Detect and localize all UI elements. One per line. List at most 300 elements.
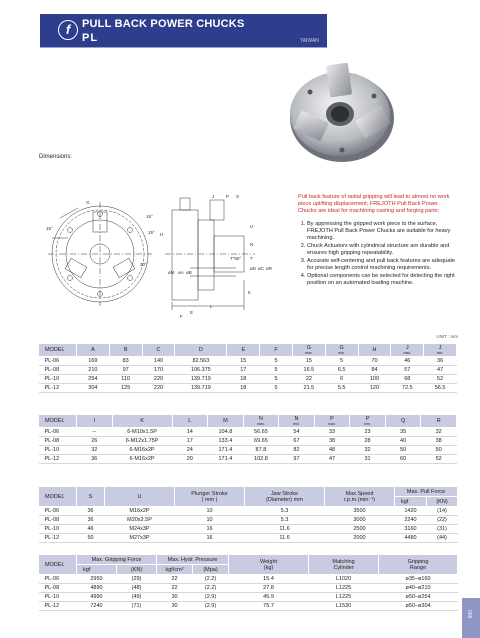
table-cell: 5: [260, 357, 293, 366]
header-text: Weight: [260, 558, 278, 565]
table-cell: 52: [421, 455, 457, 464]
table-cell: 5.3: [245, 507, 325, 516]
table-cell: 69.65: [243, 437, 279, 446]
table-cell: M27x3P: [105, 534, 175, 543]
model-cell: PL-06: [39, 357, 77, 366]
col-kgf: kgf: [395, 497, 427, 507]
table-cell: 54: [279, 428, 315, 437]
table-cell: 125: [109, 384, 142, 393]
table-cell: 56.65: [243, 428, 279, 437]
table-cell: 30: [157, 602, 193, 611]
table-cell: 102.8: [243, 455, 279, 464]
table-cell: 48: [314, 446, 350, 455]
table-cell: 17: [172, 437, 208, 446]
table-cell: (14): [427, 507, 458, 516]
table-cell: 210: [77, 366, 110, 375]
table-row: [39, 455, 457, 464]
table-cell: (44): [427, 534, 458, 543]
drawing-label: J: [212, 194, 215, 199]
table-cell: 38: [314, 437, 350, 446]
table-cell: 10: [175, 516, 245, 525]
column-header: [142, 344, 175, 357]
model-cell: PL-10: [39, 525, 77, 534]
table-cell: 6: [325, 375, 358, 384]
table-cell: ø50–ø254: [379, 593, 458, 602]
table-cell: 70: [358, 357, 391, 366]
header-text: B: [123, 347, 128, 353]
table-cell: 6-M10x1.5P: [112, 428, 172, 437]
model-cell: PL-10: [39, 375, 77, 384]
col-kgf: kgf: [77, 565, 117, 575]
table-cell: 139.719: [175, 384, 227, 393]
table-cell: 31: [350, 455, 386, 464]
header-text: J: [438, 345, 442, 351]
model-cell: PL-10: [39, 446, 77, 455]
table-cell: 6-M16x2P: [112, 446, 172, 455]
table-row: [39, 507, 458, 516]
header-subtext: max.: [257, 422, 265, 426]
table-cell: 24: [172, 446, 208, 455]
table-cell: 40: [385, 437, 421, 446]
col-kn: (KN): [427, 497, 458, 507]
header-text: L: [188, 418, 192, 424]
header-subtext: max.: [305, 351, 313, 355]
table-row: [39, 534, 458, 543]
drawing-label: øD: [250, 266, 256, 271]
table-cell: 169: [77, 357, 110, 366]
table-cell: 36: [77, 516, 105, 525]
header-text: MODEL: [45, 418, 65, 424]
model-cell: PL-08: [39, 584, 77, 593]
drawing-label: G: [86, 200, 90, 205]
table-cell: 14: [172, 428, 208, 437]
column-header: [77, 344, 110, 357]
table-cell: 83: [109, 357, 142, 366]
header-text: N: [294, 416, 299, 422]
table-cell: 220: [142, 384, 175, 393]
table-cell: 18: [227, 384, 260, 393]
table-cell: 4990: [77, 593, 117, 602]
model-cell: PL-12: [39, 455, 77, 464]
drawing-label: øB: [186, 270, 192, 275]
drawing-label: K: [248, 290, 252, 295]
table-cell: 171.4: [208, 446, 244, 455]
table-cell: 100: [358, 375, 391, 384]
model-cell: PL-10: [39, 593, 77, 602]
table-cell: 2500: [325, 525, 395, 534]
feature-item: 2. Chuck Actuators with cylindrical structure are durable and ensures high gripping repeatability.: [307, 243, 456, 257]
intro-text: Pull back feature of radial gripping will lead to almost no work piece uplifting displacement; FREJOTH Pull Back Power Chucks are ideal for machining casting and forging parts;: [298, 194, 450, 214]
header-text: C: [156, 347, 161, 353]
column-header: [172, 415, 208, 428]
table-cell: 17: [227, 366, 260, 375]
table-cell: 5: [260, 375, 293, 384]
table-cell: 5: [325, 357, 358, 366]
header-unit: Range: [409, 564, 427, 571]
drawing-label: T"90°: [230, 256, 242, 261]
table-cell: (2.9): [193, 602, 229, 611]
header-text: K: [140, 418, 144, 424]
header-divider: [40, 47, 327, 48]
table-cell: 15: [292, 357, 325, 366]
drawing-label: 15°: [46, 226, 53, 231]
table-cell: 18: [227, 375, 260, 384]
header-unit: (Diameter) mm: [266, 496, 303, 503]
header-text: N: [258, 416, 263, 422]
column-header: [112, 415, 172, 428]
table-cell: 5: [260, 384, 293, 393]
table-cell: 26: [77, 437, 113, 446]
table-cell: 47: [314, 455, 350, 464]
header-text: A: [91, 347, 95, 353]
col-model: MODEL: [39, 487, 77, 507]
page-number: 006: [466, 610, 472, 619]
table-cell: 21.5: [292, 384, 325, 393]
table-cell: 27.8: [229, 584, 309, 593]
drawing-label: P: [226, 194, 230, 199]
table-cell: L1530: [309, 602, 379, 611]
table-cell: 6.5: [325, 366, 358, 375]
model-cell: PL-08: [39, 516, 77, 525]
table-cell: 110: [109, 375, 142, 384]
table-cell: --: [77, 428, 113, 437]
table-row: [39, 446, 457, 455]
table-cell: 7240: [77, 602, 117, 611]
description: [298, 194, 456, 288]
table-cell: 16.5: [292, 366, 325, 375]
table-cell: 10: [175, 507, 245, 516]
column-header: [424, 344, 457, 357]
table-cell: 97: [279, 455, 315, 464]
header-text: Jaw Stroke: [270, 490, 299, 497]
column-header: [279, 415, 315, 428]
table-cell: 1420: [395, 507, 427, 516]
table-cell: 2240: [395, 516, 427, 525]
header-text: P: [365, 416, 370, 422]
header-text: Gripping: [407, 558, 429, 565]
dimensions-label: Dimensions:: [39, 154, 73, 160]
column-header: [350, 415, 386, 428]
table-row: [39, 384, 457, 393]
header-subtext: max.: [403, 351, 412, 355]
brand-logo: f: [58, 20, 78, 40]
header-subtext: max.: [328, 422, 336, 426]
table-cell: 22: [157, 584, 193, 593]
unit-label: UNIT : mm: [436, 334, 458, 339]
chuck-photo: [270, 50, 410, 170]
column-header: [39, 415, 77, 428]
table-cell: 22: [157, 575, 193, 584]
table-cell: 11.6: [245, 525, 325, 534]
table-cell: 97: [109, 366, 142, 375]
table-cell: 171.4: [208, 455, 244, 464]
col-max-gripping-force: Max. Gripping Force: [77, 555, 157, 565]
model-cell: PL-06: [39, 428, 77, 437]
table-cell: (29): [117, 575, 157, 584]
table-cell: 60: [385, 455, 421, 464]
table-cell: ø40–ø210: [379, 584, 458, 593]
table-cell: 6-M12x1.75P: [112, 437, 172, 446]
header-text: Plunger Stroke: [191, 490, 228, 497]
column-header: [227, 344, 260, 357]
table-cell: 36: [77, 455, 113, 464]
table-cell: 72.5: [391, 384, 424, 393]
feature-item: 1. By appressing the gripped work piece to the surface, FREJOTH Pull Back Power Chucks are suitable for heavy machining.: [307, 221, 456, 242]
table-cell: 5: [260, 366, 293, 375]
model-series: PL: [82, 32, 99, 44]
table-cell: L1225: [309, 593, 379, 602]
table-cell: 50: [421, 446, 457, 455]
table-cell: M16x2P: [105, 507, 175, 516]
header-text: D: [198, 347, 203, 353]
table-cell: 46: [391, 357, 424, 366]
feature-item: 4. Optional components can be selected for detecting the right position on an automated loading machine.: [307, 273, 456, 287]
table-row: [39, 428, 457, 437]
column-header: [358, 344, 391, 357]
table-cell: 2950: [77, 575, 117, 584]
table-cell: L1020: [309, 575, 379, 584]
header-text: Q: [400, 418, 406, 424]
header-text: G: [306, 345, 312, 351]
header-unit: r.p.m.(min⁻¹): [343, 496, 375, 503]
table-row: [39, 584, 458, 593]
table-cell: 3160: [395, 525, 427, 534]
table-cell: 16: [175, 525, 245, 534]
table-cell: 33: [314, 428, 350, 437]
table-cell: 170: [142, 366, 175, 375]
drawing-label: H: [160, 232, 164, 237]
model-cell: PL-08: [39, 437, 77, 446]
col-s: S: [77, 487, 105, 507]
table-cell: (2.2): [193, 575, 229, 584]
table-cell: 67: [279, 437, 315, 446]
model-cell: PL-12: [39, 384, 77, 393]
drawing-label: øC: [258, 266, 264, 271]
header-text: I: [93, 418, 96, 424]
table-cell: 139.719: [175, 375, 227, 384]
table-cell: 106.375: [175, 366, 227, 375]
table-row: [39, 602, 458, 611]
column-header: [77, 415, 113, 428]
model-cell: PL-12: [39, 534, 77, 543]
table-cell: (2.2): [193, 584, 229, 593]
table-cell: 56.5: [424, 384, 457, 393]
page-title: PULL BACK POWER CHUCKS: [82, 18, 245, 30]
header-text: P: [330, 416, 334, 422]
header-text: G: [339, 345, 344, 351]
table-cell: 32: [421, 428, 457, 437]
table-cell: 20: [172, 455, 208, 464]
column-header: [325, 344, 358, 357]
table-cell: 32: [77, 446, 113, 455]
table-cell: 254: [77, 375, 110, 384]
table-cell: 15: [227, 357, 260, 366]
table-cell: (71): [117, 602, 157, 611]
table-cell: 23: [350, 428, 386, 437]
drawing-label: T: [250, 256, 253, 261]
drawing-label: U: [250, 224, 254, 229]
table-cell: 6-M16x2P: [112, 455, 172, 464]
table-cell: 304: [77, 384, 110, 393]
table-cell: 5.5: [325, 384, 358, 393]
table-row: [39, 525, 458, 534]
drawing-label: S: [236, 194, 240, 199]
table-cell: M20x2.5P: [105, 516, 175, 525]
table-cell: 28: [350, 437, 386, 446]
drawing-label: N: [250, 242, 254, 247]
column-header: [260, 344, 293, 357]
header-text: Max.Speed: [345, 490, 374, 497]
table-cell: 82: [279, 446, 315, 455]
table-cell: 47: [424, 366, 457, 375]
column-header: [39, 344, 77, 357]
technical-drawing: [40, 190, 290, 320]
table-cell: 57: [391, 366, 424, 375]
table-cell: 50: [77, 534, 105, 543]
table-cell: 16: [175, 534, 245, 543]
table-row: [39, 366, 457, 375]
spec-table-2: [38, 414, 457, 464]
drawing-label: L: [210, 304, 213, 309]
table-cell: 104.8: [208, 428, 244, 437]
col-plunger-stroke: [175, 487, 245, 507]
col-jaw-stroke: [245, 487, 325, 507]
column-header: [385, 415, 421, 428]
col-max-speed: [325, 487, 395, 507]
table-cell: 11.6: [245, 534, 325, 543]
table-cell: 45.9: [229, 593, 309, 602]
model-cell: PL-06: [39, 507, 77, 516]
header-text: M: [223, 418, 228, 424]
table-cell: M24x3P: [105, 525, 175, 534]
table-cell: 68: [391, 375, 424, 384]
spec-table-3: [38, 486, 458, 543]
table-cell: 30: [157, 593, 193, 602]
col-matching-cylinder: [309, 555, 379, 575]
header-unit: ( mm ): [201, 496, 218, 503]
col-model: MODEL: [39, 555, 77, 575]
column-header: [175, 344, 227, 357]
col-weight: [229, 555, 309, 575]
header-subtext: min.: [293, 422, 300, 426]
column-header: [109, 344, 142, 357]
table-cell: 82.563: [175, 357, 227, 366]
col-max-hydr-pressure: Max. Hydr. Pressure: [157, 555, 229, 565]
header-text: F: [274, 347, 278, 353]
table-row: [39, 357, 457, 366]
table-row: [39, 575, 458, 584]
column-header: [292, 344, 325, 357]
table-cell: 4890: [77, 584, 117, 593]
drawing-label: 15°: [148, 230, 155, 235]
table-cell: (31): [427, 525, 458, 534]
table-cell: 46: [77, 525, 105, 534]
drawing-label: øA: [178, 270, 184, 275]
model-cell: PL-12: [39, 602, 77, 611]
table-cell: 4480: [395, 534, 427, 543]
table-cell: 36: [424, 357, 457, 366]
table-cell: 22: [292, 375, 325, 384]
header-subtext: min.: [338, 351, 345, 355]
table-cell: (2.9): [193, 593, 229, 602]
table-row: [39, 375, 457, 384]
drawing-label: øM: [168, 270, 175, 275]
drawing-label: 15°: [146, 214, 153, 219]
feature-list: [298, 221, 456, 287]
header-text: H: [372, 347, 377, 353]
table-cell: 133.4: [208, 437, 244, 446]
spec-table-1: [38, 343, 457, 393]
table-cell: L1225: [309, 584, 379, 593]
table-cell: 75.7: [229, 602, 309, 611]
table-cell: 5.3: [245, 516, 325, 525]
col-kn: (KN): [117, 565, 157, 575]
header-unit: (kg): [263, 564, 274, 571]
table-cell: 36: [77, 507, 105, 516]
table-cell: 2000: [325, 534, 395, 543]
model-cell: PL-08: [39, 366, 77, 375]
header-subtext: min.: [364, 422, 371, 426]
table-cell: 220: [142, 375, 175, 384]
col-kgf-cm2: kgf/cm²: [157, 565, 193, 575]
table-row: [39, 593, 458, 602]
header-subtext: min.: [436, 351, 444, 355]
table-cell: 3500: [325, 507, 395, 516]
column-header: [391, 344, 424, 357]
feature-item: 3. Accurate self-centering and pull back features are adequate for precise length control machining requirements.: [307, 258, 456, 272]
spec-table-4: [38, 554, 458, 611]
header-text: R: [436, 418, 441, 424]
column-header: [314, 415, 350, 428]
drawing-label: E: [190, 310, 194, 315]
table-cell: 35: [385, 428, 421, 437]
table-cell: (49): [117, 593, 157, 602]
table-cell: (22): [427, 516, 458, 525]
drawing-label: F: [180, 314, 183, 319]
table-cell: ø50–ø304: [379, 602, 458, 611]
drawing-label: øR: [266, 266, 272, 271]
table-cell: 38: [421, 437, 457, 446]
table-cell: 87.8: [243, 446, 279, 455]
table-cell: 52: [424, 375, 457, 384]
table-cell: 120: [358, 384, 391, 393]
country-label: TAIWAN: [300, 38, 319, 44]
model-cell: PL-06: [39, 575, 77, 584]
table-cell: (48): [117, 584, 157, 593]
col-gripping-range: [379, 555, 458, 575]
drawing-label: 30°: [140, 262, 147, 267]
col-max-pull-force: Max. Pull Force: [395, 487, 458, 497]
table-row: [39, 516, 458, 525]
table-cell: 84: [358, 366, 391, 375]
header-text: Matching: [332, 558, 355, 565]
table-cell: 32: [350, 446, 386, 455]
table-cell: 140: [142, 357, 175, 366]
col-u: U: [105, 487, 175, 507]
table-cell: 50: [385, 446, 421, 455]
table-row: [39, 437, 457, 446]
column-header: [243, 415, 279, 428]
table-cell: ø35–ø160: [379, 575, 458, 584]
table-cell: 15.4: [229, 575, 309, 584]
column-header: [421, 415, 457, 428]
header-text: E: [241, 347, 246, 353]
header-text: J: [405, 345, 409, 351]
header-unit: Cylinder: [333, 564, 354, 571]
column-header: [208, 415, 244, 428]
table-cell: 3000: [325, 516, 395, 525]
col-mpa: (Mpa): [193, 565, 229, 575]
